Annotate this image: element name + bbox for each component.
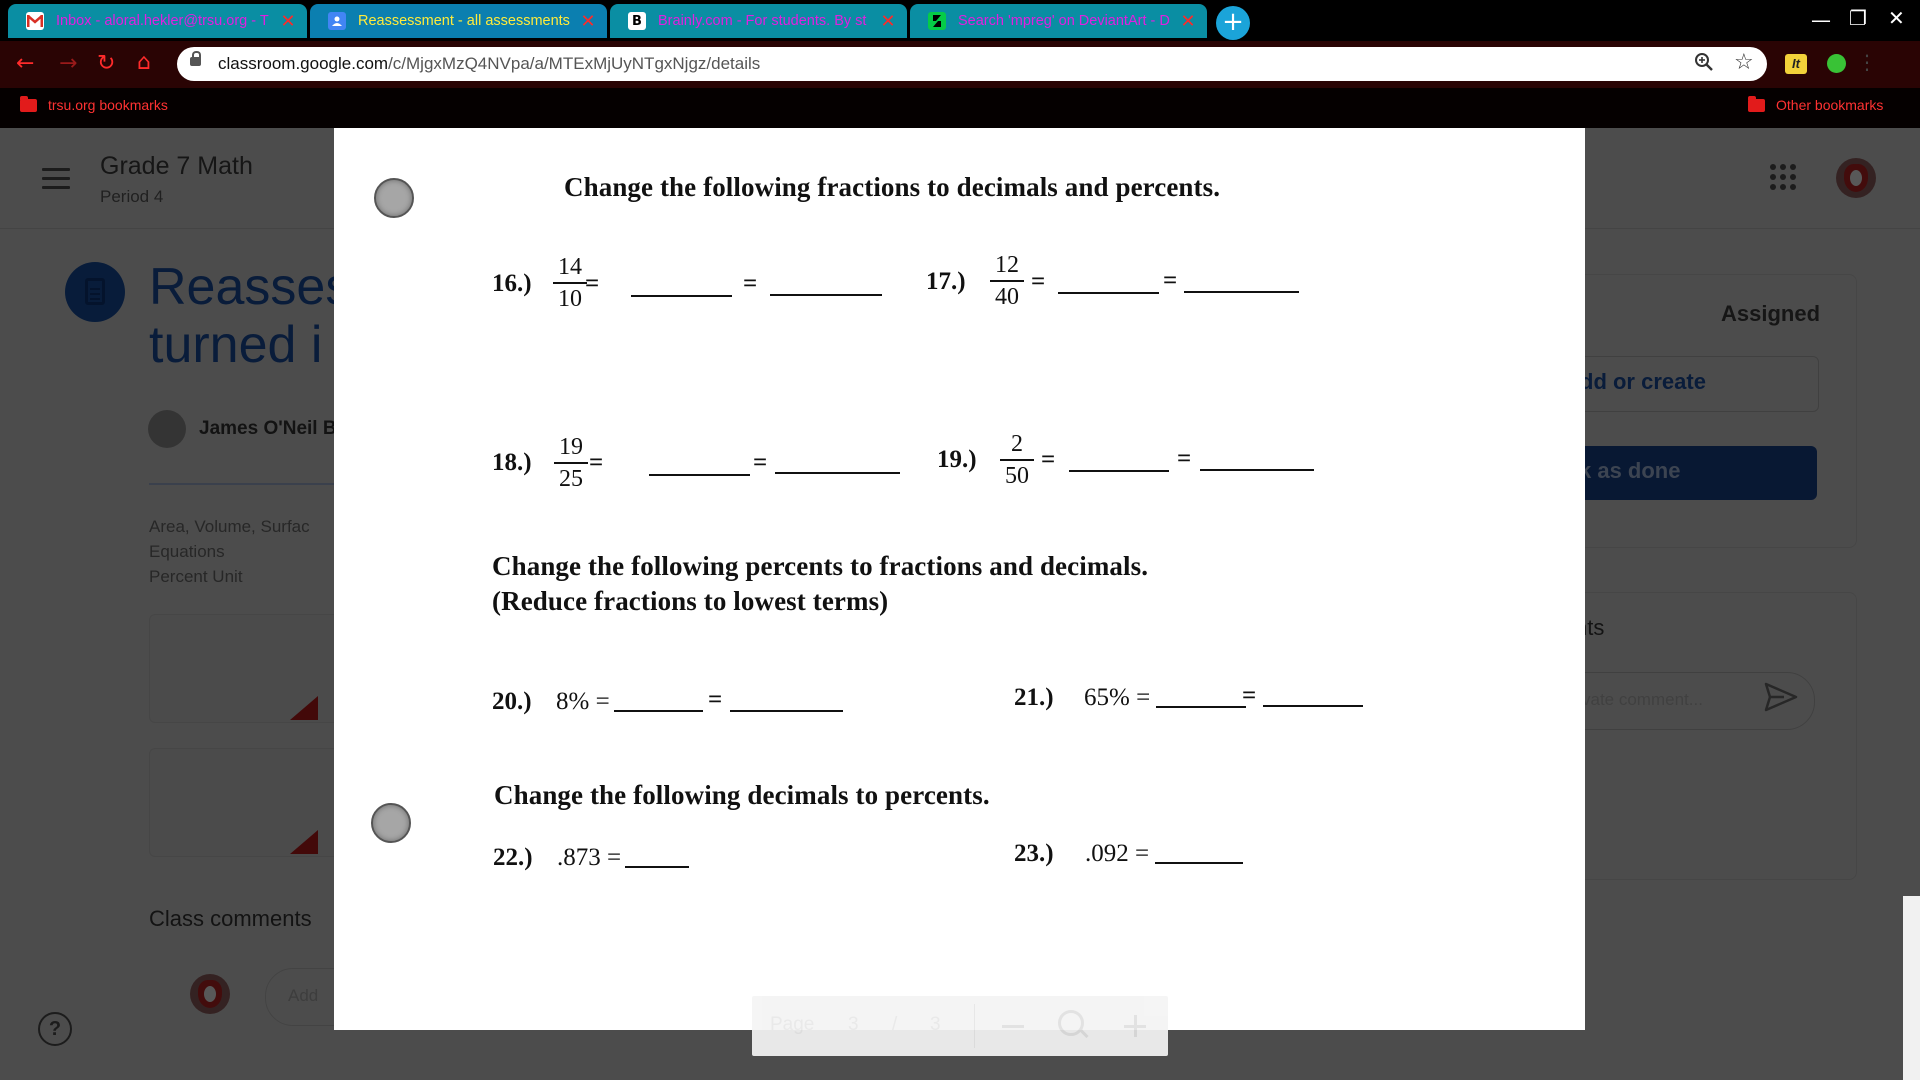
equals-sign: = (708, 686, 723, 713)
tab-deviantart[interactable] (910, 4, 1207, 38)
page-separator: / (892, 1014, 898, 1035)
bookmarks-bar (0, 88, 1920, 128)
restore-button[interactable]: ❐ (1849, 6, 1867, 30)
question-16-label: 16.) (492, 270, 532, 297)
hole-punch (371, 803, 411, 843)
window-close-button[interactable]: ✕ (1888, 6, 1905, 30)
lock-icon[interactable] (190, 57, 201, 66)
equals-sign: = (589, 449, 604, 476)
brainly-icon: B (628, 12, 646, 30)
section-heading: Change the following percents to fractions and decimals. (492, 551, 1149, 581)
tab-classroom[interactable] (310, 4, 607, 38)
new-tab-button[interactable]: + (1216, 6, 1250, 40)
pdf-page-controls (752, 996, 1168, 1056)
answer-blank[interactable] (1184, 291, 1299, 293)
zoom-icon[interactable] (1694, 52, 1714, 77)
equals-sign: = (1031, 268, 1046, 295)
section-subheading: (Reduce fractions to lowest terms) (492, 586, 889, 616)
tab-title: Inbox - aloral.hekler@trsu.org - T (56, 13, 269, 29)
zoom-in-icon[interactable] (1124, 1015, 1146, 1037)
page-total: 3 (930, 1014, 941, 1035)
home-icon[interactable]: ⌂ (137, 50, 151, 75)
question-21-label: 21.) (1014, 684, 1054, 711)
divider (974, 1004, 975, 1048)
answer-blank[interactable] (775, 472, 900, 474)
bookmark-star-icon[interactable]: ☆ (1734, 50, 1754, 75)
equals-sign: = (585, 270, 600, 297)
answer-blank[interactable] (770, 294, 882, 296)
bookmark-trsu[interactable]: trsu.org bookmarks (48, 97, 168, 113)
question-22-label: 22.) (493, 844, 533, 871)
classroom-icon (328, 12, 346, 30)
gmail-icon (26, 12, 44, 30)
zoom-out-icon[interactable] (1002, 1025, 1024, 1028)
question-23-label: 23.) (1014, 840, 1054, 867)
close-icon[interactable]: ✕ (1180, 10, 1196, 32)
tab-title: Reassessment - all assessments (358, 13, 570, 29)
extension-icon[interactable]: It (1785, 54, 1807, 74)
tab-gmail[interactable] (8, 4, 307, 38)
answer-blank[interactable] (625, 866, 689, 868)
tab-title: Search 'mpreg' on DeviantArt - D (958, 13, 1170, 29)
equals-sign: = (1242, 682, 1257, 709)
tab-bar (0, 0, 1920, 41)
question-20-label: 20.) (492, 688, 532, 715)
fraction: 2 50 (1000, 431, 1034, 489)
section-heading: Change the following decimals to percents. (494, 780, 990, 810)
worksheet-page (334, 128, 1585, 1030)
question-19-label: 19.) (937, 446, 977, 473)
zoom-magnifier-icon[interactable] (1058, 1010, 1084, 1036)
scrollbar-thumb[interactable] (1903, 896, 1920, 1080)
close-icon[interactable]: ✕ (580, 10, 596, 32)
back-arrow-icon[interactable]: ← (16, 51, 35, 76)
minimize-button[interactable]: — (1811, 8, 1831, 32)
url-text[interactable]: classroom.google.com/c/MjgxMzQ4NVpa/a/MTExMjUyNTgxNjgz/details (218, 54, 761, 73)
profile-extension-icon[interactable] (1827, 54, 1846, 73)
folder-icon[interactable] (20, 99, 37, 112)
close-icon[interactable]: ✕ (280, 10, 296, 32)
question-21-expression: 65% = (1084, 684, 1151, 711)
browser-menu-icon[interactable]: ⋮ (1857, 50, 1877, 74)
answer-blank[interactable] (649, 474, 750, 476)
tab-brainly[interactable] (610, 4, 907, 38)
answer-blank[interactable] (1069, 470, 1169, 472)
fraction: 19 25 (554, 434, 588, 492)
equals-sign: = (743, 270, 758, 297)
answer-blank[interactable] (631, 295, 732, 297)
fraction: 14 10 (553, 254, 587, 312)
answer-blank[interactable] (614, 710, 703, 712)
fraction: 12 40 (990, 252, 1024, 310)
hole-punch (374, 178, 414, 218)
question-17-label: 17.) (926, 268, 966, 295)
equals-sign: = (1177, 445, 1192, 472)
question-20-expression: 8% = (556, 688, 610, 715)
deviantart-icon (928, 12, 946, 30)
folder-icon[interactable] (1748, 99, 1765, 112)
answer-blank[interactable] (1200, 469, 1314, 471)
answer-blank[interactable] (730, 710, 843, 712)
question-23-expression: .092 = (1085, 840, 1150, 867)
answer-blank[interactable] (1155, 862, 1243, 864)
equals-sign: = (1163, 267, 1178, 294)
question-18-label: 18.) (492, 449, 532, 476)
forward-arrow-icon[interactable]: → (59, 51, 78, 76)
page-label: Page (770, 1014, 815, 1035)
section-heading: Change the following fractions to decimals and percents. (564, 172, 1221, 202)
answer-blank[interactable] (1058, 292, 1159, 294)
equals-sign: = (753, 449, 768, 476)
equals-sign: = (1041, 446, 1056, 473)
page-current[interactable]: 3 (848, 1014, 859, 1035)
reload-icon[interactable]: ↻ (97, 51, 116, 76)
question-22-expression: .873 = (557, 844, 622, 871)
answer-blank[interactable] (1263, 705, 1363, 707)
close-icon[interactable]: ✕ (880, 10, 896, 32)
bookmark-other[interactable]: Other bookmarks (1776, 97, 1884, 113)
answer-blank[interactable] (1156, 706, 1246, 708)
tab-title: Brainly.com - For students. By st (658, 13, 867, 29)
